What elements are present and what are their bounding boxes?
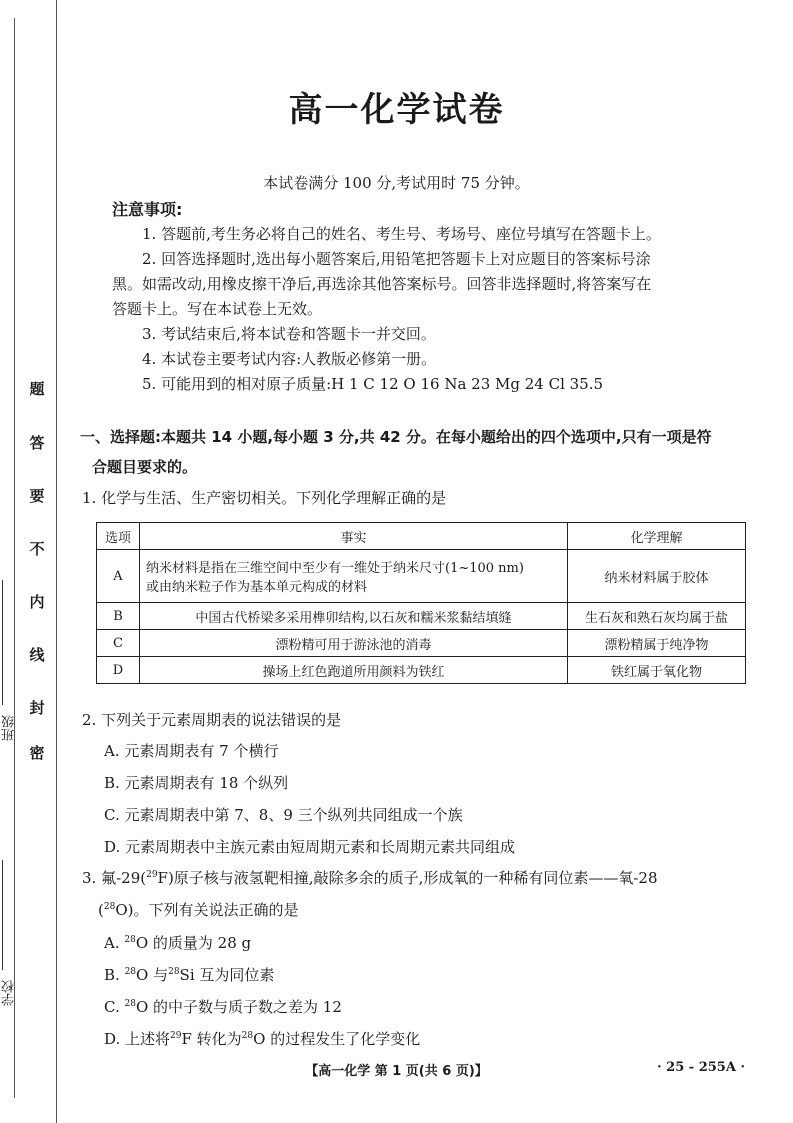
table-row <box>97 603 746 630</box>
mass-number: 28 <box>124 967 137 977</box>
option-text: C. <box>104 998 125 1016</box>
notice-item: 3. 考试结束后,将本试卷和答题卡一并交回。 <box>142 325 436 343</box>
notice-item: 4. 本试卷主要考试内容:人教版必修第一册。 <box>142 350 437 368</box>
question-2-option-c[interactable]: C. 元素周期表中第 7、8、9 三个纵列共同组成一个族 <box>104 806 463 824</box>
fact-line: 纳米材料是指在三维空间中至少有一维处于纳米尺寸(1~100 nm) <box>146 561 524 576</box>
notice-item: 2. 回答选择题时,选出每小题答案后,用铅笔把答题卡上对应题目的答案标号涂 <box>142 250 651 268</box>
page-footer: 【高一化学 第 1 页(共 6 页)】 <box>305 1064 488 1079</box>
option-text: O 与 <box>136 966 169 984</box>
section-line: 一、选择题:本题共 14 小题,每小题 3 分,共 42 分。在每小题给出的四个选项中,只有一项是符 <box>80 428 712 446</box>
option-text: O 的质量为 28 g <box>135 934 252 952</box>
school-label: 学校 <box>2 980 17 1006</box>
seal-char: 封 <box>29 699 45 717</box>
table-cell-understanding: 生石灰和熟石灰均属于盐 <box>568 603 746 630</box>
notice-item: 5. 可能用到的相对原子质量:H 1 C 12 O 16 Na 23 Mg 24 Cl 35.5 <box>142 375 604 393</box>
stem-text: ( <box>98 901 104 919</box>
question-2-option-a[interactable]: A. 元素周期表有 7 个横行 <box>104 742 279 760</box>
seal-char: 线 <box>29 646 45 664</box>
table-header: 选项 <box>97 523 140 550</box>
table-row <box>97 630 746 657</box>
table-cell-option: B <box>97 603 140 630</box>
table-header: 化学理解 <box>568 523 746 550</box>
seal-char: 要 <box>29 487 45 505</box>
table-row <box>97 550 746 603</box>
mass-number: 28 <box>124 999 136 1009</box>
option-text: Si 互为同位素 <box>179 966 275 984</box>
mass-number: 28 <box>124 935 136 945</box>
binding-strip <box>0 0 70 1123</box>
fact-line: 或由纳米粒子作为基本单元构成的材料 <box>146 580 368 595</box>
exam-info: 本试卷满分 100 分,考试用时 75 分钟。 <box>263 174 530 192</box>
page-title: 高一化学试卷 <box>288 90 505 130</box>
table-cell-understanding: 纳米材料属于胶体 <box>568 550 746 603</box>
question-1-table <box>96 522 746 684</box>
binding-line-inner <box>56 0 57 1123</box>
option-text: O 的中子数与质子数之差为 12 <box>135 998 342 1016</box>
section-heading <box>80 422 760 482</box>
notice-item: 答题卡上。写在本试卷上无效。 <box>112 300 323 318</box>
table-header: 事实 <box>140 523 568 550</box>
seal-char: 内 <box>29 593 45 611</box>
notice-item: 1. 答题前,考生务必将自己的姓名、考生号、考场号、座位号填写在答题卡上。 <box>142 225 661 243</box>
table-cell-option: A <box>97 550 140 603</box>
table-cell-option: C <box>97 630 140 657</box>
mass-number: 29 <box>170 1031 182 1041</box>
table-cell-fact: 操场上红色跑道所用颜料为铁红 <box>140 657 568 684</box>
table-cell-understanding: 铁红属于氧化物 <box>568 657 746 684</box>
seal-char: 不 <box>29 540 45 558</box>
stem-text: O)。下列有关说法正确的是 <box>115 901 299 919</box>
question-2-option-b[interactable]: B. 元素周期表有 18 个纵列 <box>104 774 289 792</box>
question-2-option-d[interactable]: D. 元素周期表中主族元素由短周期元素和长周期元素共同组成 <box>104 838 516 856</box>
option-text: D. 上述将 <box>104 1030 171 1048</box>
option-text: F 转化为 <box>181 1030 242 1048</box>
table-cell-fact <box>140 550 568 603</box>
seal-char: 答 <box>29 434 45 452</box>
seal-char: 题 <box>29 380 45 398</box>
table-cell-option: D <box>97 657 140 684</box>
table-header-row <box>97 523 746 550</box>
question-1-stem: 1. 化学与生活、生产密切相关。下列化学理解正确的是 <box>82 489 447 507</box>
mass-number: 28 <box>103 902 116 912</box>
option-text: A. <box>104 934 125 952</box>
class-blank[interactable] <box>2 580 13 705</box>
table-cell-understanding: 漂粉精属于纯净物 <box>568 630 746 657</box>
table-row <box>97 657 746 684</box>
section-line: 合题目要求的。 <box>92 458 198 476</box>
question-3-option-b[interactable] <box>104 964 744 985</box>
mass-number: 28 <box>241 1031 254 1041</box>
option-text: O 的过程发生了化学变化 <box>253 1030 421 1048</box>
stem-text: F)原子核与液氢靶相撞,敲除多余的质子,形成氧的一种稀有同位素——氧-28 <box>157 869 658 887</box>
question-3-option-a[interactable] <box>104 932 744 953</box>
question-2-stem: 2. 下列关于元素周期表的说法错误的是 <box>82 711 342 729</box>
question-3-option-c[interactable] <box>104 996 744 1017</box>
notice-heading: 注意事项: <box>112 200 183 219</box>
option-text: B. <box>104 966 125 984</box>
notice-item: 黑。如需改动,用橡皮擦干净后,再选涂其他答案标号。回答非选择题时,将答案写在 <box>112 275 652 293</box>
question-3-option-d[interactable] <box>104 1028 744 1049</box>
stem-text: 3. 氟-29( <box>82 869 147 887</box>
paper-code: · 25 - 255A · <box>657 1060 745 1075</box>
table-cell-fact: 中国古代桥梁多采用榫卯结构,以石灰和糯米浆黏结填缝 <box>140 603 568 630</box>
mass-number: 28 <box>168 967 180 977</box>
table-cell-fact: 漂粉精可用于游泳池的消毒 <box>140 630 568 657</box>
question-3-stem-cont <box>98 898 778 922</box>
mass-number: 29 <box>146 870 158 880</box>
question-3-stem <box>82 866 762 890</box>
school-blank[interactable] <box>2 860 13 970</box>
class-label: 班级 <box>2 715 17 741</box>
seal-char: 密 <box>29 744 45 762</box>
